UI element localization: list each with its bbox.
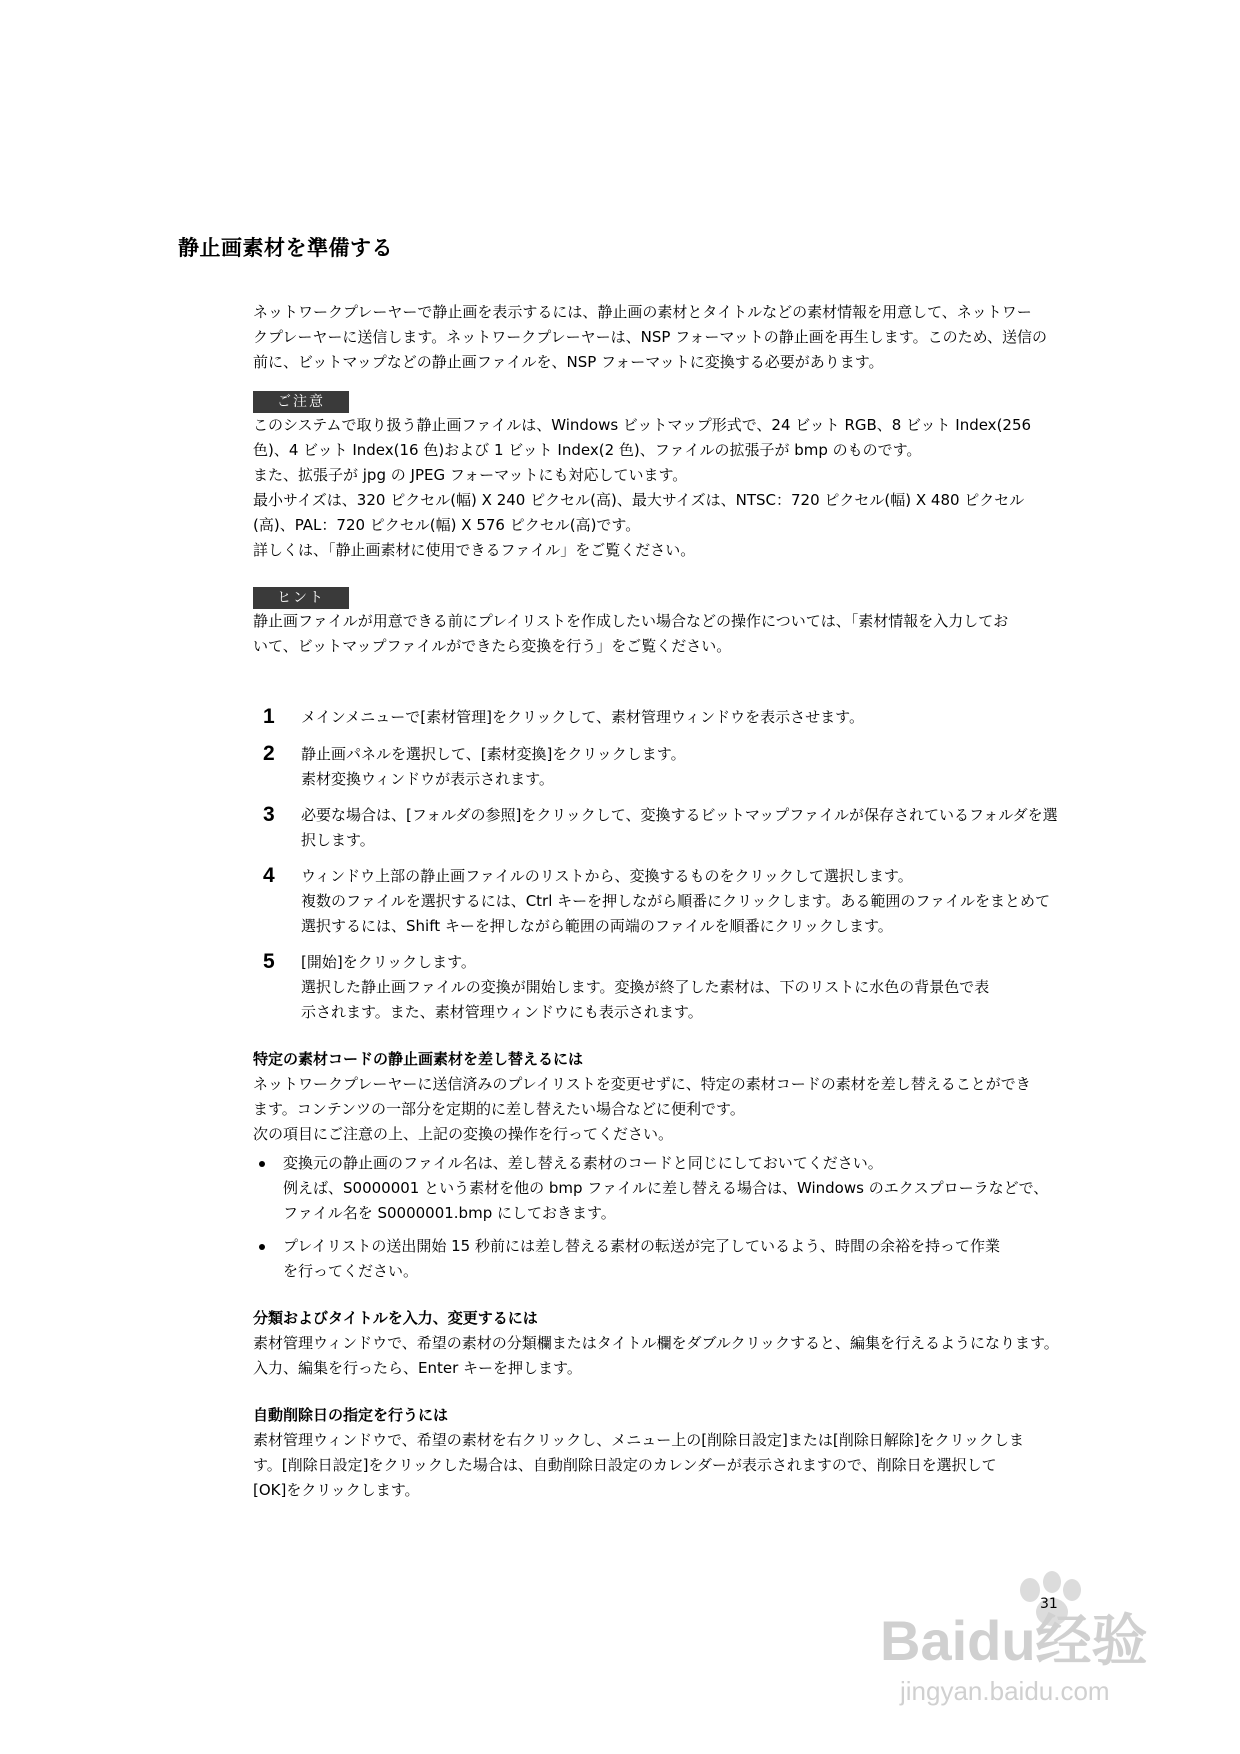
procedure-steps [263, 703, 1083, 1025]
notice-line: このシステムで取り扱う静止画ファイルは、Windows ビットマップ形式で、24 ビット RGB、8 ビット Index(256 [253, 416, 1032, 434]
hint-line: いて、ビットマップファイルができたら変換を行う」をご覧ください。 [253, 637, 732, 655]
step-text: メインメニューで[素材管理]をクリックして、素材管理ウィンドウを表示させます。 [301, 708, 864, 726]
step-item [263, 740, 1083, 792]
notice-line: また、拡張子が jpg の JPEG フォーマットにも対応しています。 [253, 466, 688, 484]
step-text: 素材変換ウィンドウが表示されます。 [301, 770, 554, 788]
step-text: 択します。 [301, 831, 375, 849]
hint-block [253, 587, 1083, 659]
section-line: 入力、編集を行ったら、Enter キーを押します。 [253, 1359, 582, 1377]
step-number: 3 [263, 803, 275, 826]
baidu-watermark-logo [880, 1560, 1220, 1710]
step-text: 必要な場合は、[フォルダの参照]をクリックして、変換するビットマップファイルが保存されているフォルダを選 [301, 806, 1058, 824]
step-item [263, 948, 1083, 1025]
step-text: 複数のファイルを選択するには、Ctrl キーを押しながら順番にクリックします。ある範囲のファイルをまとめて [301, 892, 1051, 910]
watermark-url: jingyan.baidu.com [900, 1676, 1110, 1706]
bullet-list [253, 1151, 1083, 1284]
section-line: す。[削除日設定]をクリックした場合は、自動削除日設定のカレンダーが表示されますので、削除日を選択して [253, 1456, 997, 1474]
notice-line: 詳しくは、「静止画素材に使用できるファイル」をご覧ください。 [253, 541, 696, 559]
section-line: 素材管理ウィンドウで、希望の素材の分類欄またはタイトル欄をダブルクリックすると、編集を行えるようになります。 [253, 1334, 1059, 1352]
section-heading: 分類およびタイトルを入力、変更するには [253, 1309, 538, 1327]
intro-line: ネットワークプレーヤーで静止画を表示するには、静止画の素材とタイトルなどの素材情報を用意して、ネットワー [253, 303, 1032, 321]
bullet-line: 変換元の静止画のファイル名は、差し替える素材のコードと同じにしておいてください。 [283, 1154, 883, 1172]
step-item [263, 801, 1083, 853]
step-item [263, 703, 1083, 731]
autodelete-section [253, 1403, 1083, 1503]
section-line: [OK]をクリックします。 [253, 1481, 420, 1499]
intro-paragraph [253, 300, 1083, 375]
step-number: 5 [263, 950, 275, 973]
notice-line: (高)、PAL：720 ピクセル(幅) X 576 ピクセル(高)です。 [253, 516, 641, 534]
section-heading: 特定の素材コードの静止画素材を差し替えるには [253, 1050, 584, 1068]
page-title: 静止画素材を準備する [178, 236, 393, 260]
bullet-line: を行ってください。 [283, 1262, 419, 1280]
step-number: 2 [263, 742, 275, 765]
section-line: 素材管理ウィンドウで、希望の素材を右クリックし、メニュー上の[削除日設定]または[削除日解除]をクリックしま [253, 1431, 1025, 1449]
watermark-brand: Baidu经验 [880, 1609, 1148, 1672]
replace-section [253, 1047, 1083, 1284]
section-line: ます。コンテンツの一部分を定期的に差し替えたい場合などに便利です。 [253, 1100, 745, 1118]
main-content [253, 300, 1083, 1503]
step-number: 1 [263, 705, 275, 728]
step-number: 4 [263, 864, 275, 887]
step-text: 示されます。また、素材管理ウィンドウにも表示されます。 [301, 1003, 703, 1021]
bullet-line: ファイル名を S0000001.bmp にしておきます。 [283, 1204, 616, 1222]
intro-line: クプレーヤーに送信します。ネットワークプレーヤーは、NSP フォーマットの静止画を再生します。このため、送信の [253, 328, 1048, 346]
intro-line: 前に、ビットマップなどの静止画ファイルを、NSP フォーマットに変換する必要があります。 [253, 353, 884, 371]
step-text: 選択するには、Shift キーを押しながら範囲の両端のファイルを順番にクリックします。 [301, 917, 893, 935]
step-text: 選択した静止画ファイルの変換が開始します。変換が終了した素材は、下のリストに水色の背景色で表 [301, 978, 990, 996]
notice-line: 最小サイズは、320 ピクセル(幅) X 240 ピクセル(高)、最大サイズは、NTSC：720 ピクセル(幅) X 480 ピクセル [253, 491, 1025, 509]
hint-label: ヒント [253, 587, 349, 609]
section-heading: 自動削除日の指定を行うには [253, 1406, 449, 1424]
step-text: ウィンドウ上部の静止画ファイルのリストから、変換するものをクリックして選択します。 [301, 867, 913, 885]
section-line: 次の項目にご注意の上、上記の変換の操作を行ってください。 [253, 1125, 674, 1143]
bullet-line: 例えば、S0000001 という素材を他の bmp ファイルに差し替える場合は、Windows のエクスプローラなどで、 [283, 1179, 1049, 1197]
bullet-icon [259, 1161, 265, 1167]
section-line: ネットワークプレーヤーに送信済みのプレイリストを変更せずに、特定の素材コードの素材を差し替えることができ [253, 1075, 1031, 1093]
bullet-item [253, 1234, 1083, 1284]
notice-line: 色)、4 ビット Index(16 色)および 1 ビット Index(2 色)、ファイルの拡張子が bmp のものです。 [253, 441, 922, 459]
step-text: 静止画パネルを選択して、[素材変換]をクリックします。 [301, 745, 686, 763]
step-item [263, 862, 1083, 939]
bullet-icon [259, 1244, 265, 1250]
bullet-item [253, 1151, 1083, 1226]
step-text: [開始]をクリックします。 [301, 953, 476, 971]
hint-line: 静止画ファイルが用意できる前にプレイリストを作成したい場合などの操作については、「素材情報を入力してお [253, 612, 1009, 630]
notice-label: ご注意 [253, 391, 349, 413]
bullet-line: プレイリストの送出開始 15 秒前には差し替える素材の転送が完了しているよう、時間の余裕を持って作業 [283, 1237, 1000, 1255]
notice-block [253, 391, 1083, 563]
category-section [253, 1306, 1083, 1381]
page-number: 31 [1040, 1596, 1058, 1612]
